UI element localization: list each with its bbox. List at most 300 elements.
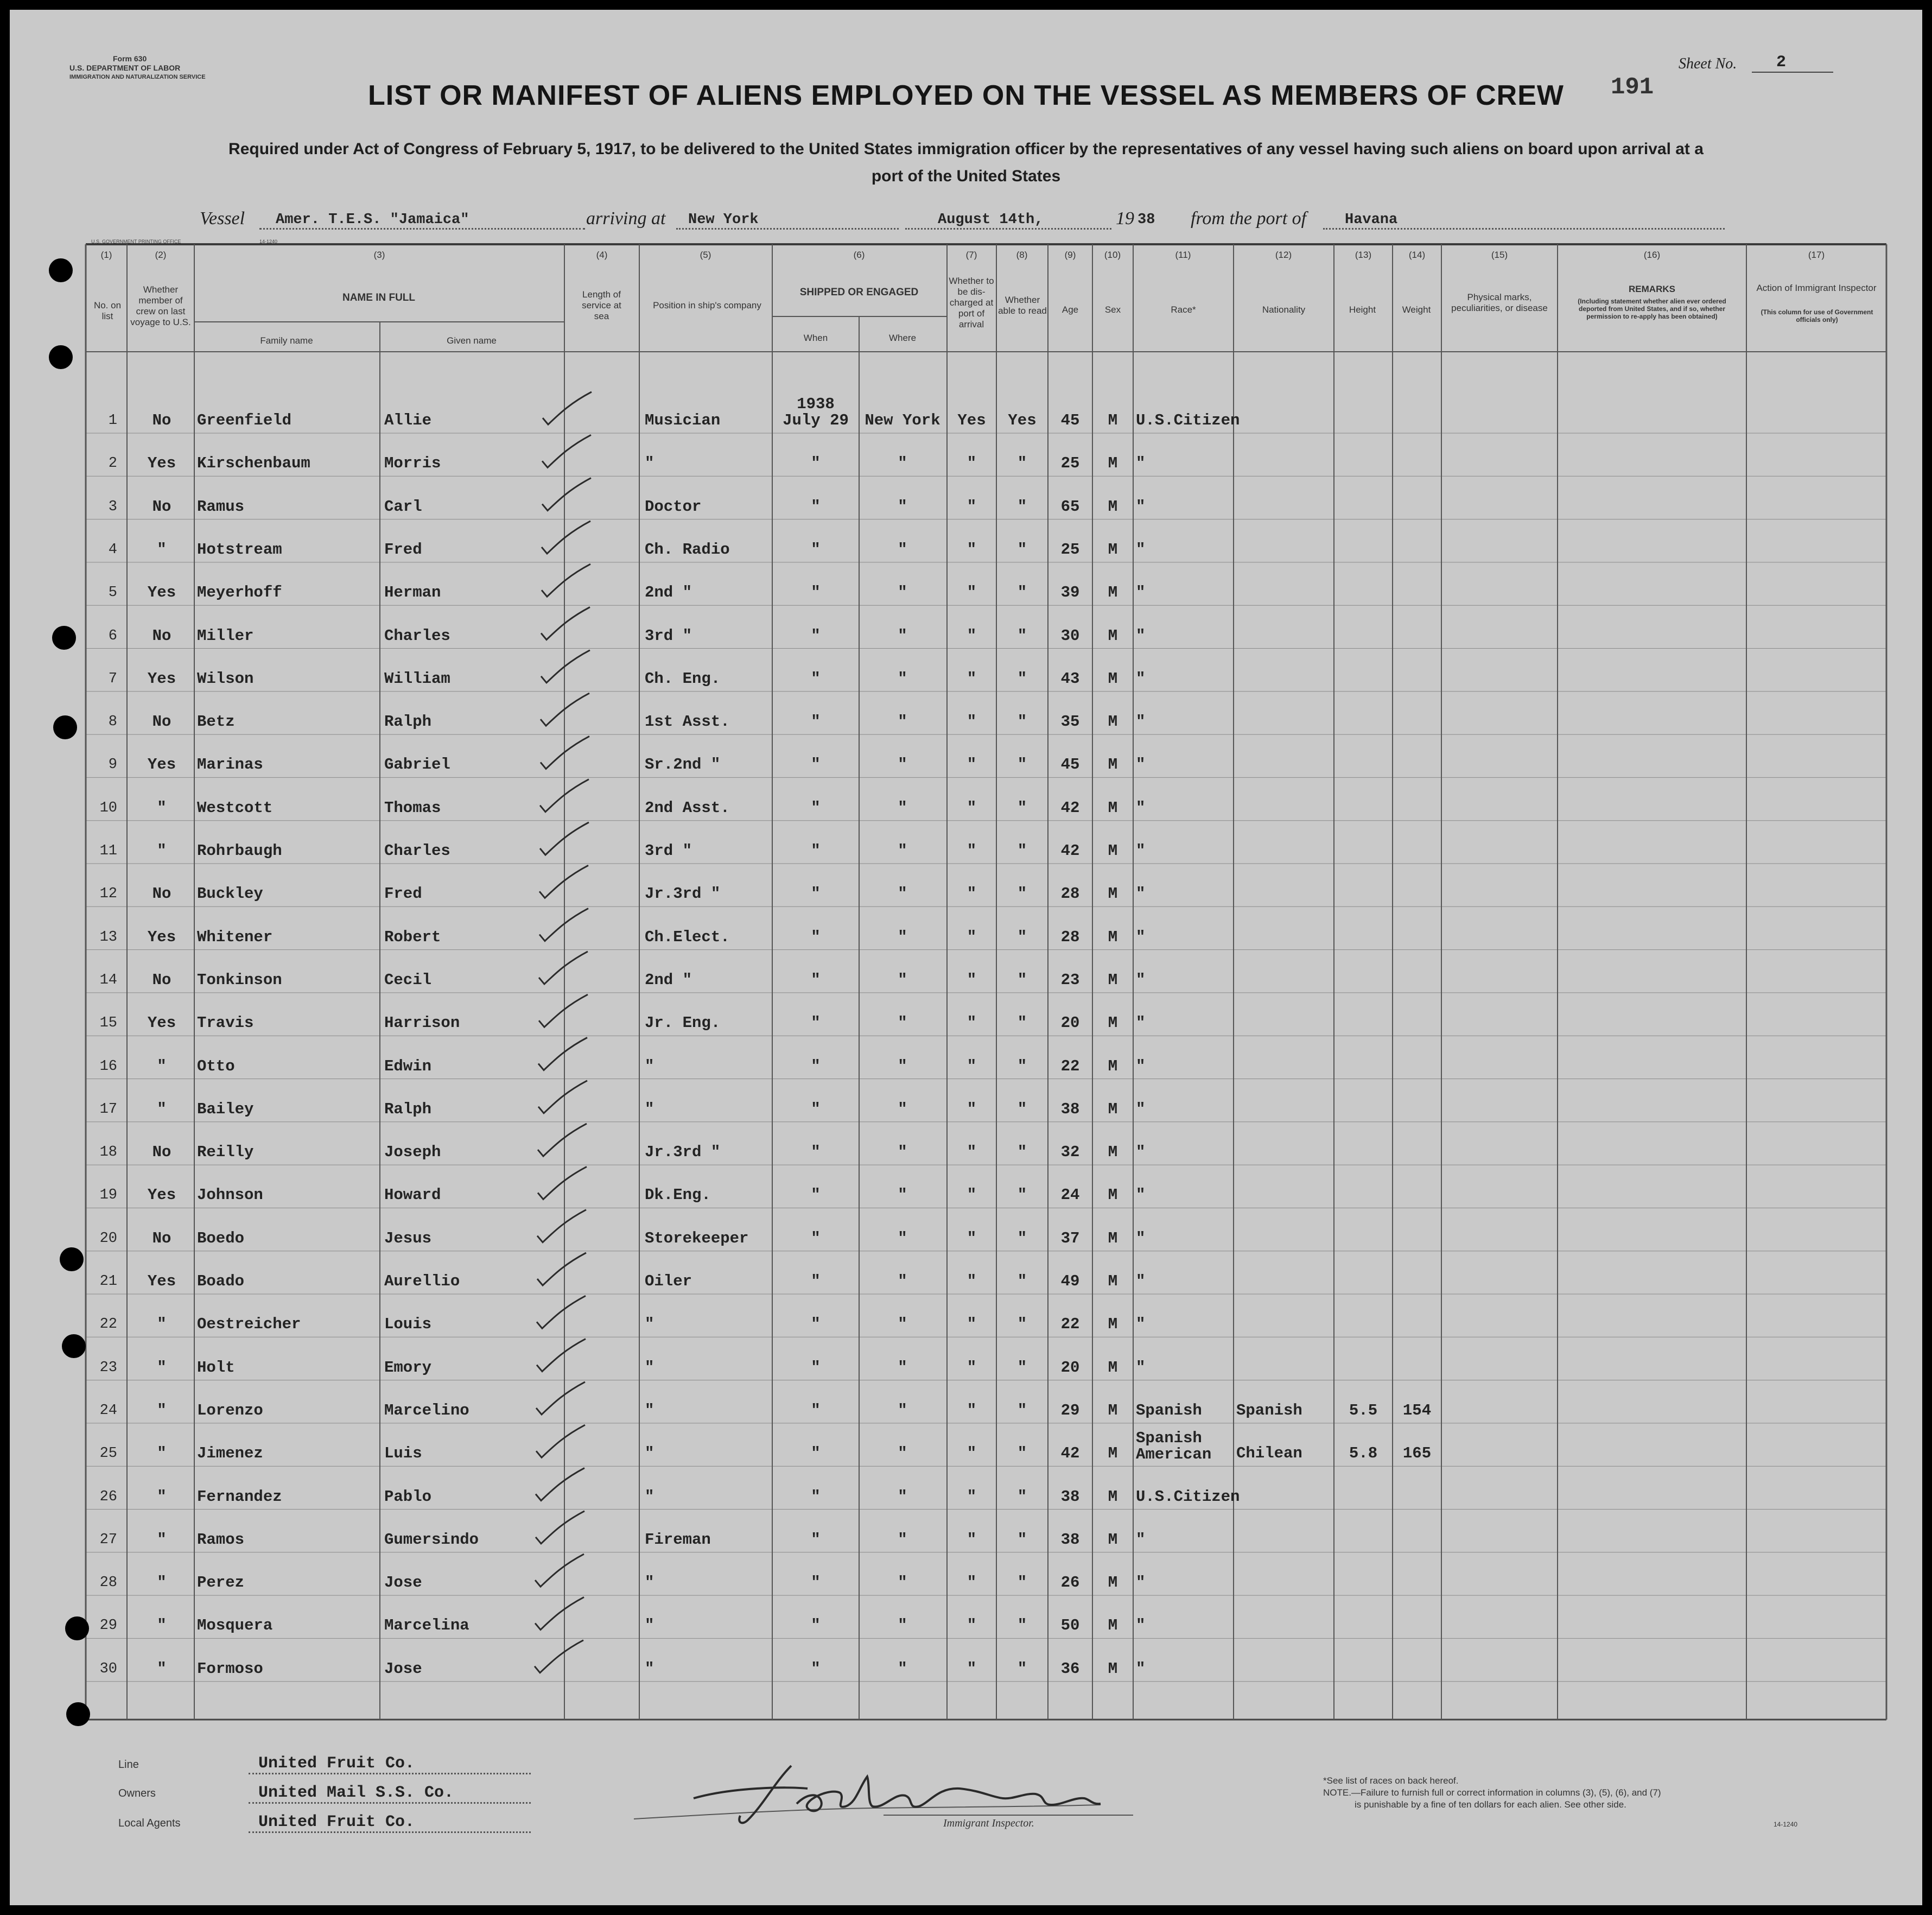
sex-value: M	[1108, 798, 1118, 817]
row-number: 6	[108, 627, 117, 644]
given-name: Emory	[384, 1358, 432, 1377]
discharged-value: "	[967, 1057, 977, 1075]
shipped-where: "	[898, 1530, 907, 1549]
discharged-value: "	[967, 1487, 977, 1506]
header-name-in-full: NAME IN FULL	[342, 292, 416, 303]
age-value: 20	[1060, 1014, 1080, 1032]
able-to-read: "	[1017, 928, 1027, 946]
line-value: United Fruit Co.	[258, 1754, 415, 1773]
family-name: Kirschenbaum	[197, 454, 310, 473]
family-name: Hotstream	[197, 540, 282, 559]
age-value: 28	[1060, 885, 1080, 903]
sex-value: M	[1108, 669, 1118, 688]
race-value: "	[1136, 454, 1146, 473]
race-value: "	[1136, 1014, 1146, 1032]
age-value: 45	[1060, 411, 1080, 429]
sex-value: M	[1108, 540, 1118, 559]
shipped-where: "	[898, 1315, 907, 1334]
year-value: 38	[1137, 212, 1155, 228]
races-note: *See list of races on back hereof.	[1323, 1776, 1459, 1786]
arrival-date: August 14th,	[938, 212, 1044, 228]
column-number: (9)	[1064, 250, 1076, 260]
able-to-read: "	[1017, 713, 1027, 731]
owners-value: United Mail S.S. Co.	[258, 1784, 454, 1802]
given-name: Jesus	[384, 1229, 432, 1247]
height-value: 5.8	[1349, 1444, 1378, 1463]
sex-value: M	[1108, 626, 1118, 645]
given-name: Howard	[384, 1186, 441, 1204]
able-to-read: "	[1017, 1229, 1027, 1247]
race-value: U.S.Citizen	[1136, 411, 1240, 429]
sex-value: M	[1108, 1100, 1118, 1118]
shipped-where: "	[898, 454, 907, 473]
shipped-where: "	[898, 584, 907, 602]
sex-value: M	[1108, 1229, 1118, 1247]
member-flag: Yes	[147, 756, 176, 774]
row-number: 30	[99, 1660, 117, 1677]
requirement-line-2: port of the United States	[871, 167, 1061, 185]
age-value: 38	[1060, 1100, 1080, 1118]
race-value: "	[1136, 885, 1146, 903]
header-sex: Sex	[1104, 305, 1121, 315]
column-number: (17)	[1808, 250, 1825, 260]
able-to-read: "	[1017, 1530, 1027, 1549]
able-to-read: "	[1017, 1057, 1027, 1075]
column-number: (6)	[853, 250, 865, 260]
discharged-value: "	[967, 1229, 977, 1247]
member-flag: "	[157, 1315, 167, 1334]
agents-label: Local Agents	[118, 1817, 181, 1829]
shipped-when: "	[811, 971, 821, 989]
shipped-where: "	[898, 1401, 907, 1419]
age-value: 50	[1060, 1616, 1080, 1635]
form-number: Form 630	[113, 54, 147, 63]
shipped-when: "	[811, 1057, 821, 1075]
discharged-value: "	[967, 713, 977, 731]
ship-position: 2nd "	[645, 584, 692, 602]
sex-value: M	[1108, 1272, 1118, 1290]
age-value: 38	[1060, 1530, 1080, 1549]
able-to-read: "	[1017, 1358, 1027, 1377]
member-flag: No	[152, 713, 171, 731]
column-number: (7)	[965, 250, 977, 260]
row-number: 8	[108, 714, 117, 731]
discharged-value: "	[967, 497, 977, 516]
nationality-value: Chilean	[1236, 1444, 1302, 1463]
family-name: Westcott	[197, 798, 273, 817]
sex-value: M	[1108, 1186, 1118, 1204]
age-value: 42	[1060, 798, 1080, 817]
shipped-when: "	[811, 584, 821, 602]
family-name: Miller	[197, 626, 254, 645]
line-dots	[249, 1773, 531, 1774]
shipped-where: "	[898, 928, 907, 946]
family-name: Boado	[197, 1272, 245, 1290]
discharged-value: "	[967, 1100, 977, 1118]
shipped-where: "	[898, 1487, 907, 1506]
able-to-read: "	[1017, 1143, 1027, 1162]
printer-code: 14-1240	[259, 239, 278, 244]
inspector-label: Immigrant Inspector.	[943, 1817, 1034, 1829]
row-number: 4	[108, 541, 117, 558]
family-name: Mosquera	[197, 1616, 273, 1635]
column-number: (12)	[1275, 250, 1292, 260]
column-number: (3)	[373, 250, 385, 260]
age-value: 25	[1060, 540, 1080, 559]
row-number: 14	[99, 972, 117, 988]
member-flag: "	[157, 540, 167, 559]
race-value: "	[1136, 540, 1146, 559]
race-value: "	[1136, 1186, 1146, 1204]
given-name: Charles	[384, 626, 450, 645]
shipped-when: "	[811, 1401, 821, 1419]
member-flag: "	[157, 1659, 167, 1678]
family-name: Buckley	[197, 885, 263, 903]
discharged-value: "	[967, 971, 977, 989]
age-value: 20	[1060, 1358, 1080, 1377]
discharged-value: "	[967, 1530, 977, 1549]
given-name: Gumersindo	[384, 1530, 479, 1549]
ship-position: "	[645, 1574, 654, 1592]
ship-position: "	[645, 1616, 654, 1635]
agents-dots	[249, 1831, 531, 1833]
member-flag: Yes	[147, 1014, 176, 1032]
sex-value: M	[1108, 497, 1118, 516]
age-value: 24	[1060, 1186, 1080, 1204]
shipped-where: "	[898, 971, 907, 989]
discharged-value: "	[967, 928, 977, 946]
discharged-value: "	[967, 1444, 977, 1463]
shipped-where: "	[898, 798, 907, 817]
shipped-when: "	[811, 1272, 821, 1290]
shipped-where: "	[898, 842, 907, 860]
member-flag: "	[157, 1530, 167, 1549]
able-to-read: Yes	[1008, 411, 1037, 429]
ship-position: "	[645, 1100, 654, 1118]
age-value: 35	[1060, 713, 1080, 731]
shipped-where: "	[898, 1616, 907, 1635]
row-number: 2	[108, 455, 117, 472]
row-number: 22	[99, 1316, 117, 1333]
column-number: (15)	[1491, 250, 1508, 260]
sex-value: M	[1108, 928, 1118, 946]
shipped-when: "	[811, 1014, 821, 1032]
shipped-where: "	[898, 1229, 907, 1247]
header-length-service: Length of service at sea	[582, 289, 621, 321]
given-name: Fred	[384, 885, 422, 903]
family-name: Oestreicher	[197, 1315, 301, 1334]
family-name: Betz	[197, 713, 235, 731]
punch-hole	[53, 715, 77, 739]
row-number: 21	[99, 1273, 117, 1290]
punch-hole	[65, 1616, 89, 1640]
given-name: Jose	[384, 1659, 422, 1678]
race-value: Spanish	[1136, 1401, 1202, 1419]
family-name: Whitener	[197, 928, 273, 946]
shipped-when: "	[811, 1616, 821, 1635]
member-flag: Yes	[147, 1186, 176, 1204]
sex-value: M	[1108, 584, 1118, 602]
header-age: Age	[1062, 305, 1079, 315]
header-remarks: REMARKS	[1629, 284, 1675, 294]
printer-note: U.S. GOVERNMENT PRINTING OFFICE	[91, 239, 181, 244]
family-name: Ramos	[197, 1530, 245, 1549]
shipped-where: New York	[865, 411, 940, 429]
row-number: 15	[99, 1015, 117, 1032]
port-value: Havana	[1345, 212, 1398, 228]
ship-position: Ch. Radio	[645, 540, 730, 559]
race-value: "	[1136, 1358, 1146, 1377]
age-value: 42	[1060, 842, 1080, 860]
able-to-read: "	[1017, 1574, 1027, 1592]
race-value: "	[1136, 756, 1146, 774]
year-prefix: 19	[1116, 208, 1134, 229]
row-number: 13	[99, 929, 117, 946]
age-value: 38	[1060, 1487, 1080, 1506]
able-to-read: "	[1017, 1272, 1027, 1290]
sex-value: M	[1108, 411, 1118, 429]
shipped-when: "	[811, 1100, 821, 1118]
shipped-when: "	[811, 1574, 821, 1592]
inspector-signature	[612, 1755, 1209, 1836]
member-flag: "	[157, 798, 167, 817]
header-discharged: Whether to be dis-charged at port of arrival	[949, 276, 994, 329]
page-title: LIST OR MANIFEST OF ALIENS EMPLOYED ON THE VESSEL AS MEMBERS OF CREW	[368, 80, 1564, 111]
given-name: Joseph	[384, 1143, 441, 1162]
ship-position: "	[645, 1401, 654, 1419]
race-value: "	[1136, 1229, 1146, 1247]
discharged-value: "	[967, 454, 977, 473]
requirement-line-1: Required under Act of Congress of February 5, 1917, to be delivered to the United States immigration officer by the representatives of any vessel having such aliens on board upon arrival at a	[228, 140, 1704, 158]
race-value: "	[1136, 626, 1146, 645]
sex-value: M	[1108, 1143, 1118, 1162]
sex-value: M	[1108, 454, 1118, 473]
arriving-value: New York	[688, 212, 759, 228]
sex-value: M	[1108, 1530, 1118, 1549]
discharged-value: "	[967, 1014, 977, 1032]
fine-note-continued: is punishable by a fine of ten dollars for each alien. See other side.	[1355, 1799, 1626, 1810]
shipped-where: "	[898, 626, 907, 645]
race-value: "	[1136, 1143, 1146, 1162]
shipped-when: "	[811, 1229, 821, 1247]
header-position: Position in ship's company	[653, 300, 761, 310]
ship-position: Oiler	[645, 1272, 692, 1290]
member-flag: "	[157, 842, 167, 860]
shipped-when: "	[811, 1143, 821, 1162]
family-name: Wilson	[197, 669, 254, 688]
ship-position: "	[645, 1444, 654, 1463]
row-number: 1	[108, 413, 117, 429]
row-number: 5	[108, 585, 117, 601]
able-to-read: "	[1017, 1659, 1027, 1678]
race-value: "	[1136, 842, 1146, 860]
family-name: Greenfield	[197, 411, 292, 429]
shipped-where: "	[898, 1272, 907, 1290]
column-number: (4)	[596, 250, 608, 260]
column-number: (16)	[1643, 250, 1661, 260]
race-value: "	[1136, 1574, 1146, 1592]
shipped-year: 1938	[797, 395, 835, 413]
row-number: 7	[108, 670, 117, 687]
discharged-value: "	[967, 1574, 977, 1592]
race-value: "	[1136, 971, 1146, 989]
family-name: Formoso	[197, 1659, 263, 1678]
shipped-when: "	[811, 1487, 821, 1506]
given-name: Marcelino	[384, 1401, 469, 1419]
able-to-read: "	[1017, 1100, 1027, 1118]
from-port-label: from the port of	[1191, 208, 1307, 229]
row-number: 20	[99, 1230, 117, 1247]
family-name: Holt	[197, 1358, 235, 1377]
given-name: Charles	[384, 842, 450, 860]
family-name: Rohrbaugh	[197, 842, 282, 860]
height-value: 5.5	[1349, 1401, 1378, 1419]
member-flag: No	[152, 411, 171, 429]
able-to-read: "	[1017, 497, 1027, 516]
punch-hole	[60, 1247, 84, 1271]
shipped-when: "	[811, 626, 821, 645]
header-weight: Weight	[1402, 305, 1431, 315]
race-value: "	[1136, 497, 1146, 516]
given-name: Herman	[384, 584, 441, 602]
discharged-value: "	[967, 1186, 977, 1204]
vessel-label: Vessel	[200, 208, 245, 229]
age-value: 65	[1060, 497, 1080, 516]
given-name: Marcelina	[384, 1616, 469, 1635]
shipped-when: "	[811, 1358, 821, 1377]
header-whether-member: Whether member of crew on last voyage to U.S.	[130, 284, 191, 327]
manifest-sheet	[10, 10, 1922, 1905]
row-number: 29	[99, 1618, 117, 1634]
punch-hole	[49, 258, 73, 282]
shipped-where: "	[898, 1057, 907, 1075]
shipped-where: "	[898, 669, 907, 688]
row-number: 9	[108, 757, 117, 773]
discharged-value: "	[967, 1358, 977, 1377]
sex-value: M	[1108, 1574, 1118, 1592]
race-value: "	[1136, 1315, 1146, 1334]
fine-note: NOTE.—Failure to furnish full or correct information in columns (3), (5), (6), and (7)	[1323, 1787, 1661, 1798]
row-number: 19	[99, 1187, 117, 1204]
able-to-read: "	[1017, 1186, 1027, 1204]
shipped-when: "	[811, 454, 821, 473]
able-to-read: "	[1017, 1014, 1027, 1032]
shipped-where: "	[898, 1014, 907, 1032]
arriving-label: arriving at	[586, 208, 666, 229]
race-value: "	[1136, 1659, 1146, 1678]
row-number: 16	[99, 1058, 117, 1075]
race-value: "	[1136, 584, 1146, 602]
able-to-read: "	[1017, 1315, 1027, 1334]
sex-value: M	[1108, 1057, 1118, 1075]
punch-hole	[62, 1334, 86, 1358]
member-flag: "	[157, 1358, 167, 1377]
shipped-where: "	[898, 756, 907, 774]
row-number: 3	[108, 498, 117, 515]
shipped-where: "	[898, 1100, 907, 1118]
header-given-name: Given name	[447, 335, 497, 346]
ship-position: "	[645, 454, 654, 473]
ship-position: Fireman	[645, 1530, 711, 1549]
given-name: William	[384, 669, 450, 688]
punch-hole	[66, 1702, 90, 1726]
able-to-read: "	[1017, 1616, 1027, 1635]
row-number: 10	[99, 800, 117, 816]
sex-value: M	[1108, 756, 1118, 774]
age-value: 32	[1060, 1143, 1080, 1162]
family-name: Marinas	[197, 756, 263, 774]
shipped-where: "	[898, 1143, 907, 1162]
race-value: "	[1136, 713, 1146, 731]
shipped-where: "	[898, 885, 907, 903]
able-to-read: "	[1017, 626, 1027, 645]
given-name: Gabriel	[384, 756, 450, 774]
weight-value: 154	[1402, 1401, 1432, 1419]
sheet-number: 2	[1776, 53, 1787, 72]
header-physical: Physical marks, peculiarities, or disease	[1451, 292, 1548, 313]
discharged-value: "	[967, 626, 977, 645]
able-to-read: "	[1017, 1401, 1027, 1419]
sex-value: M	[1108, 1315, 1118, 1334]
member-flag: Yes	[147, 454, 176, 473]
header-when: When	[803, 333, 828, 343]
race-value: "	[1136, 669, 1146, 688]
shipped-where: "	[898, 1659, 907, 1678]
member-flag: No	[152, 885, 171, 903]
ship-position: Sr.2nd "	[645, 756, 721, 774]
sex-value: M	[1108, 1487, 1118, 1506]
race-value: "	[1136, 1272, 1146, 1290]
given-name: Jose	[384, 1574, 422, 1592]
header-nationality: Nationality	[1262, 305, 1306, 315]
given-name: Cecil	[384, 971, 432, 989]
given-name: Pablo	[384, 1487, 432, 1506]
member-flag: Yes	[147, 928, 176, 946]
discharged-value: "	[967, 885, 977, 903]
agents-value: United Fruit Co.	[258, 1813, 415, 1831]
ship-position: Musician	[645, 411, 721, 429]
family-name: Perez	[197, 1574, 245, 1592]
footer-code: 14-1240	[1774, 1821, 1798, 1828]
shipped-when: "	[811, 1186, 821, 1204]
able-to-read: "	[1017, 1487, 1027, 1506]
shipped-when: July 29	[783, 411, 849, 429]
department-name: U.S. DEPARTMENT OF LABOR	[69, 64, 181, 72]
shipped-when: "	[811, 713, 821, 731]
family-name: Bailey	[197, 1100, 254, 1118]
given-name: Fred	[384, 540, 422, 559]
family-name: Jimenez	[197, 1444, 263, 1463]
shipped-when: "	[811, 756, 821, 774]
shipped-when: "	[811, 842, 821, 860]
given-name: Ralph	[384, 713, 432, 731]
ship-position: "	[645, 1487, 654, 1506]
family-name: Lorenzo	[197, 1401, 263, 1419]
age-value: 49	[1060, 1272, 1080, 1290]
given-name: Robert	[384, 928, 441, 946]
service-name: IMMIGRATION AND NATURALIZATION SERVICE	[69, 74, 206, 80]
able-to-read: "	[1017, 756, 1027, 774]
owners-dots	[249, 1802, 531, 1804]
given-name: Edwin	[384, 1057, 432, 1075]
ship-position: "	[645, 1358, 654, 1377]
family-name: Tonkinson	[197, 971, 282, 989]
shipped-where: "	[898, 1444, 907, 1463]
shipped-where: "	[898, 497, 907, 516]
member-flag: "	[157, 1444, 167, 1463]
discharged-value: "	[967, 540, 977, 559]
column-number: (1)	[100, 250, 112, 260]
